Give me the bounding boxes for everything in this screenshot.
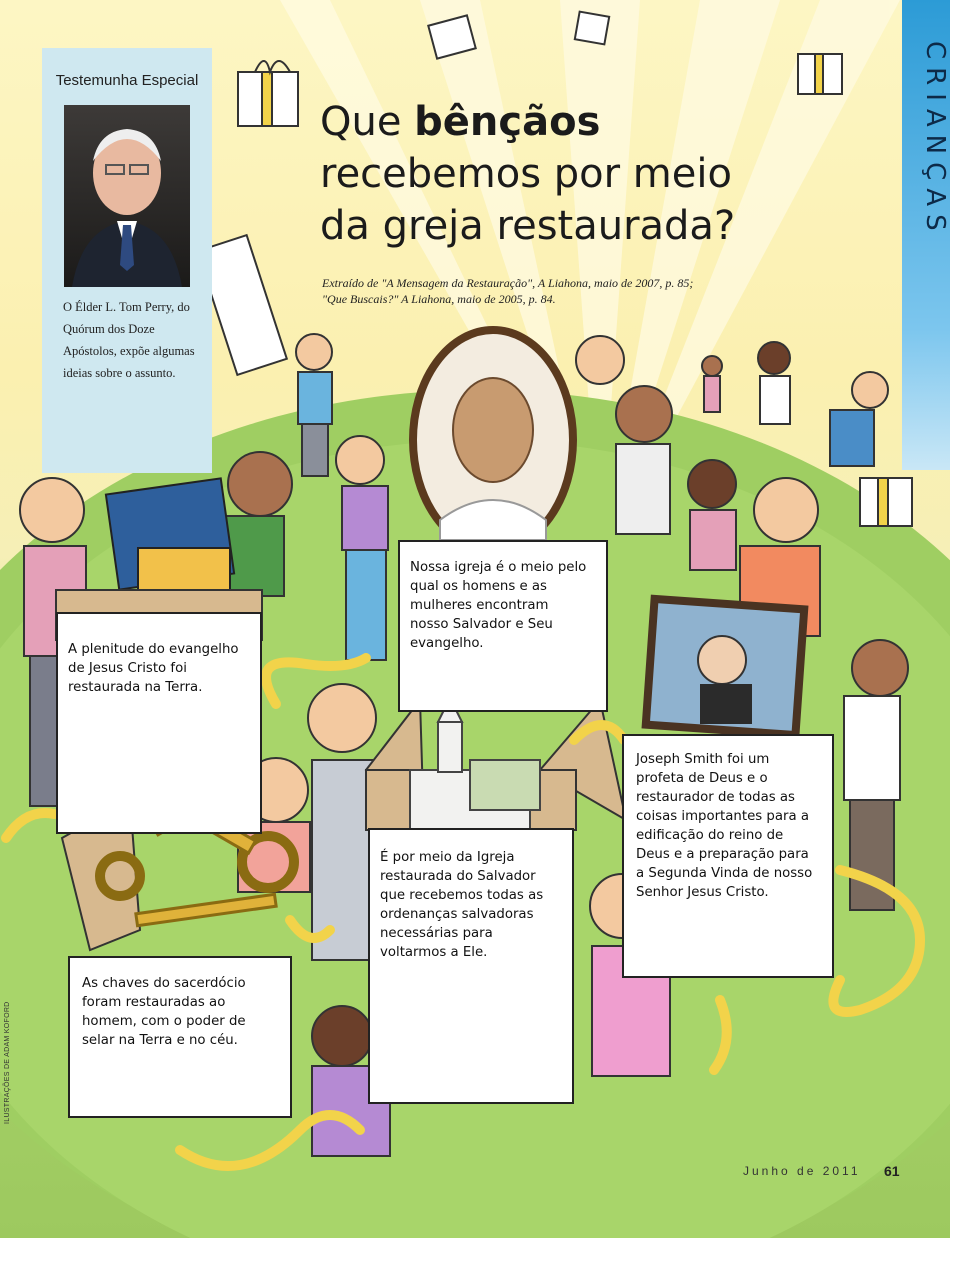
info-card-ordinances <box>368 828 574 1104</box>
info-card-priesthood-keys <box>68 956 292 1118</box>
joseph-smith-portrait <box>646 599 804 735</box>
info-card-gospel <box>56 612 262 834</box>
panel-label: Testemunha Especial <box>55 72 199 89</box>
source-citation: Extraído de "A Mensagem da Restauração", A Liahona, maio de 2007, p. 85; "Que Buscais?" A Liahona, maio de 2005, p. 84. <box>322 276 694 306</box>
title-line-3: da greja restaurada? <box>320 203 736 249</box>
page-number: 61 <box>884 1163 900 1179</box>
card-text: Joseph Smith foi um profeta de Deus e o restaurador de todas as coisas importantes para a edificação do reino de Deus e a preparação para a Segunda Vinda de nosso Senhor Jesus Cristo. <box>636 752 813 900</box>
title-line-1: Que bênçãos <box>320 99 601 145</box>
illustration-credit: ILUSTRAÇÕES DE ADAM KOFORD <box>4 1001 11 1124</box>
card-text: É por meio da Igreja restaurada do Salvador que recebemos todas as ordenanças salvadoras necessárias para voltarmos a Ele. <box>380 850 544 960</box>
special-witness-panel <box>42 48 212 473</box>
jesus-portrait <box>413 330 573 550</box>
card-text: A plenitude do evangelho de Jesus Cristo foi restaurada na Terra. <box>68 642 239 695</box>
info-card-church <box>398 540 608 712</box>
issue-date: Junho de 2011 <box>743 1164 861 1178</box>
page-title <box>320 96 840 252</box>
card-text: Nossa igreja é o meio pelo qual os homens e as mulheres encontram nosso Salvador e Seu evangelho. <box>410 560 587 651</box>
book-icon <box>106 478 234 598</box>
info-card-joseph-smith <box>622 734 834 978</box>
title-line-2: recebemos por meio <box>320 151 732 197</box>
temple-icon <box>410 698 540 830</box>
card-text: As chaves do sacerdócio foram restauradas ao homem, com o poder de selar na Terra e no céu. <box>82 976 246 1048</box>
portrait-caption: O Élder L. Tom Perry, do Quórum dos Doze Apóstolos, expõe algumas ideias sobre o assunto. <box>63 300 195 380</box>
portrait-photo-icon <box>64 105 190 287</box>
section-tab-label: CRIANÇAS <box>920 41 950 239</box>
